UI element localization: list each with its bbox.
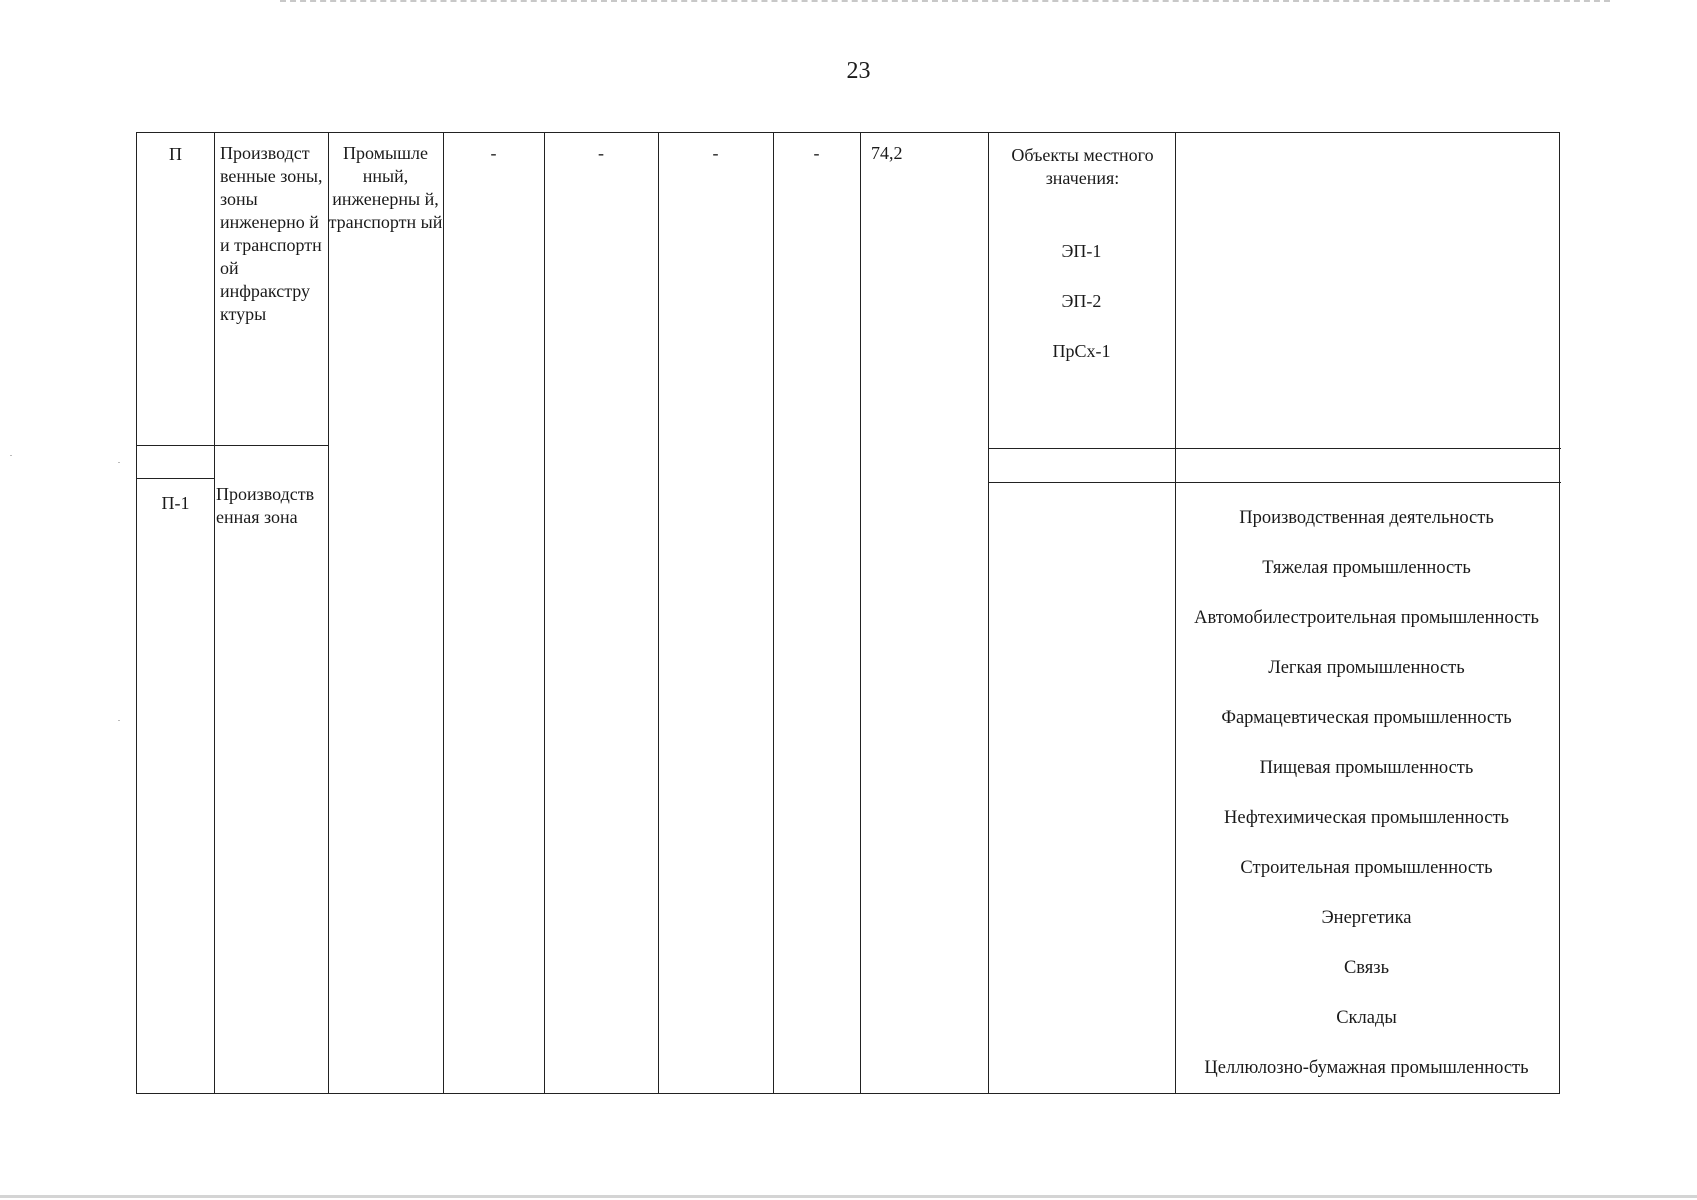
zone-name-cell: Производств енная зона [216,484,315,527]
scan-speck [118,720,120,721]
column-divider [214,133,215,1093]
column-divider [860,133,861,1093]
permitted-activities-list [1172,503,1561,1103]
activity-item: Склады [1336,1008,1397,1028]
column-divider [658,133,659,1093]
scan-artifact-bottom [0,1195,1697,1198]
column-divider [443,133,444,1093]
object-code: ЭП-1 [1061,241,1102,261]
objects-heading: Объекты местного значения: [1011,145,1154,188]
column-divider [773,133,774,1093]
column-divider [328,133,329,1093]
zone-code-cell: П-1 [161,493,190,513]
activity-item: Автомобилестроительная промышленность [1194,608,1539,628]
activity-item: Энергетика [1321,908,1412,928]
row-divider [137,478,214,479]
column-divider [988,133,989,1093]
value-cell: - [712,143,719,163]
scan-artifact-top [280,0,1610,5]
area-cell: 74,2 [871,143,903,163]
page-number: 23 [846,58,871,84]
activity-item: Пищевая промышленность [1259,758,1474,778]
zone-name-cell: Производст венные зоны, зоны инженерно й и транспортн ой инфракстру ктуры [220,143,323,324]
activity-item: Целлюлозно-бумажная промышленность [1204,1058,1529,1078]
activity-item: Строительная промышленность [1240,858,1493,878]
activity-item: Связь [1343,958,1390,978]
value-cell: - [813,143,820,163]
activity-item: Фармацевтическая промышленность [1221,708,1512,728]
row-divider [137,445,328,446]
value-cell: - [490,143,497,163]
zone-type-cell: Промышле нный, инженерны й, транспортн ый [328,143,443,232]
object-code: ПрСх-1 [1052,341,1111,361]
scan-speck [118,462,120,463]
object-code: ЭП-2 [1061,291,1102,311]
zone-code-cell: П [169,144,182,164]
activity-item: Нефтехимическая промышленность [1224,808,1509,828]
column-divider [544,133,545,1093]
scan-speck [10,455,12,456]
activity-item: Легкая промышленность [1268,658,1465,678]
activity-item: Производственная деятельность [1239,508,1494,528]
value-cell: - [598,143,604,163]
row-divider [988,448,1561,449]
activity-item: Тяжелая промышленность [1262,558,1471,578]
zones-table [136,132,1560,1094]
row-divider [988,482,1561,483]
